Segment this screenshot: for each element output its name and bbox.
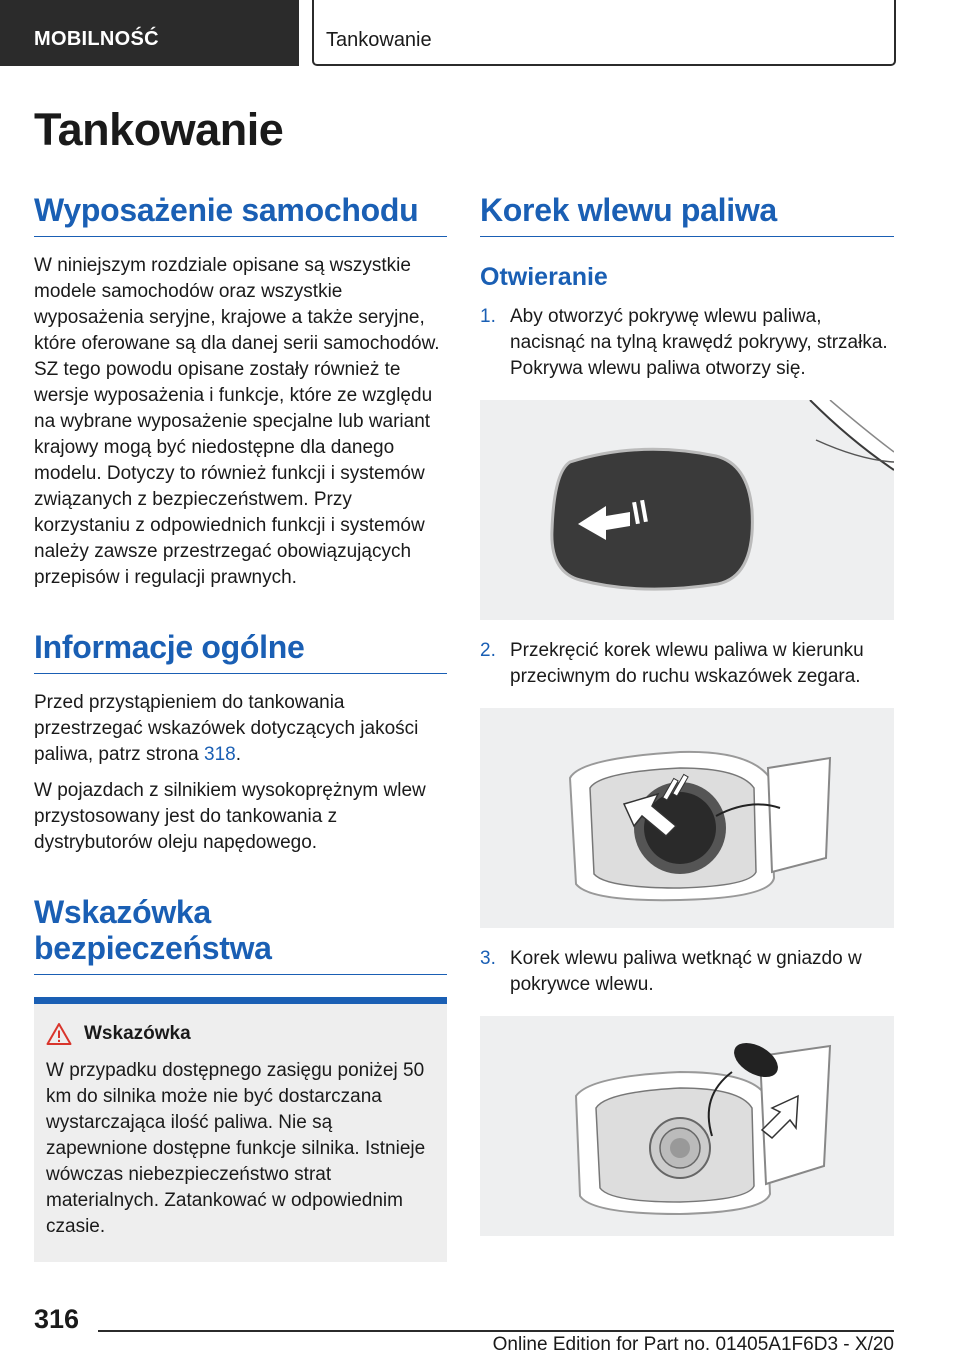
step-2-text: Przekręcić korek wlewu paliwa w kierunku przeciwnym do ruchu wskazówek zegara. xyxy=(510,640,864,687)
edition-info: Online Edition for Part no. 01405A1F6D3 - X/20 xyxy=(492,1334,894,1355)
warning-triangle-icon xyxy=(46,1022,72,1046)
page-title: Tankowanie xyxy=(34,104,284,155)
fuel-cap-heading: Korek wlewu paliwa xyxy=(480,192,894,237)
general-text-1 xyxy=(34,690,447,768)
page-reference-link[interactable]: 318 xyxy=(204,744,236,765)
step-1-number: 1. xyxy=(480,306,496,327)
fuel-cap-holder-illustration xyxy=(480,1016,894,1236)
general-text-1-end: . xyxy=(235,744,242,765)
warning-box xyxy=(34,1004,447,1262)
equipment-text: W niniejszym rozdziale opisane są wszystkie modele samochodów oraz wszystkie wyposażenia seryjne, krajowe a także seryjne, które oferowane są dla danej serii samochodów. SZ tego powodu opisane zostały również te wersje wyposażenia i funkcje, które ze względu na wybrane wyposażenie specjalne lub wariant krajowy mogą być niedostępne dla danego modelu. Dotyczy to również funkcji i systemów związanych z bezpieczeństwem. Przy korzystaniu z odpowiednich funkcji i systemów należy zawsze przestrzegać obowiązujących przepisów i regulacji prawnych. xyxy=(34,255,440,588)
equipment-heading: Wyposażenie samochodu xyxy=(34,192,447,237)
step-3-text: Korek wlewu paliwa wetknąć w gniazdo w pokrywce wlewu. xyxy=(510,948,862,995)
general-text-1-start: Przed przystąpieniem do tankowania przestrzegać wskazówek dotyczących jakości paliwa, patrz strona xyxy=(34,692,419,765)
warning-title: Wskazówka xyxy=(84,1023,191,1044)
fuel-flap-drawing xyxy=(480,400,894,620)
header-chapter-label: Tankowanie xyxy=(326,29,432,51)
opening-subheading: Otwieranie xyxy=(480,263,608,291)
page-number: 316 xyxy=(34,1304,80,1334)
general-heading: Informacje ogólne xyxy=(34,629,447,674)
header-section-tab xyxy=(0,0,299,66)
fuel-cap-turn-illustration xyxy=(480,708,894,928)
fuel-cap-turn-drawing xyxy=(480,708,894,928)
warning-header xyxy=(46,1022,435,1046)
fuel-flap-illustration xyxy=(480,400,894,620)
footer-divider xyxy=(98,1330,894,1332)
safety-heading: Wskazówka bezpieczeństwa xyxy=(34,894,447,975)
right-column xyxy=(480,192,894,1236)
step-2-number: 2. xyxy=(480,640,496,661)
step-1-text: Aby otworzyć pokrywę wlewu paliwa, nacisnąć na tylną krawędź pokrywy, strzałka. Pokrywa wlewu paliwa otworzy się. xyxy=(510,306,888,379)
step-1 xyxy=(480,304,894,382)
step-3 xyxy=(480,946,894,998)
warning-text: W przypadku dostępnego zasięgu poniżej 50 km do silnika może nie być dostarczana wystarczająca ilość paliwa. Nie są zapewnione dostępne funkcje silnika. Istnieje wówczas niebezpieczeństwo strat materialnych. Zatankować w odpowiednim czasie. xyxy=(46,1060,426,1237)
header-section-label: MOBILNOŚĆ xyxy=(34,28,159,50)
warning-top-bar xyxy=(34,997,447,1004)
step-3-number: 3. xyxy=(480,948,496,969)
left-column xyxy=(34,192,447,1262)
step-2 xyxy=(480,638,894,690)
header-chapter-tab xyxy=(312,0,896,66)
fuel-cap-holder-drawing xyxy=(480,1016,894,1236)
general-text-2: W pojazdach z silnikiem wysokoprężnym wlew przystosowany jest do tankowania z dystrybutorów oleju napędowego. xyxy=(34,780,426,853)
